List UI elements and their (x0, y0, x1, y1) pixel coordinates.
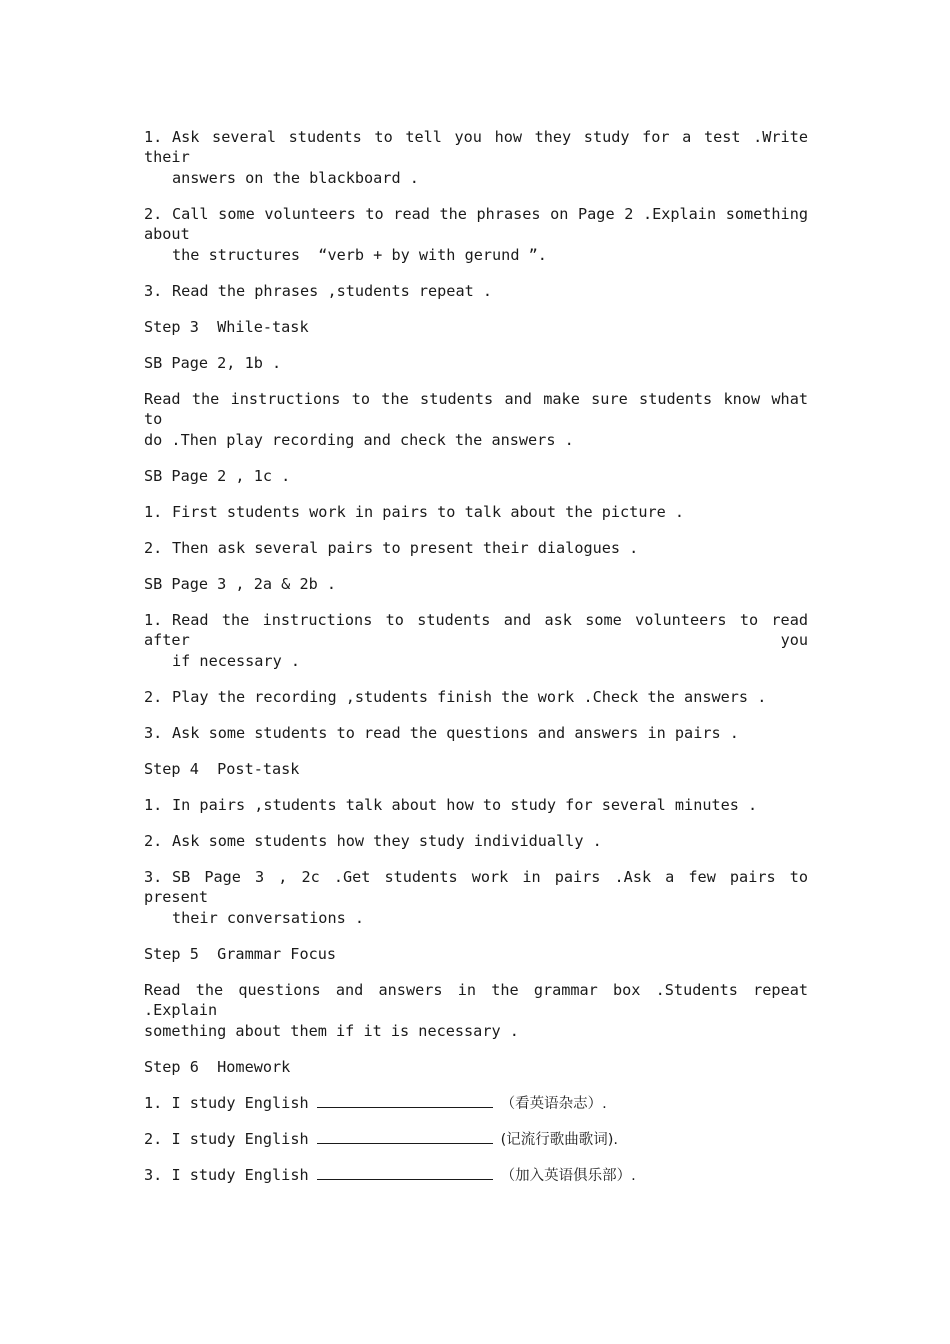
item-number: 2. (144, 688, 163, 706)
item-text: Then ask several pairs to present their dialogues . (172, 539, 639, 557)
item-text: First students work in pairs to talk about the picture . (172, 503, 685, 521)
homework-item (144, 1129, 808, 1150)
list-item (144, 127, 808, 167)
section-heading: Step 6 Homework (144, 1058, 291, 1076)
item-number: 2. (144, 205, 163, 223)
list-item (144, 281, 808, 301)
item-text: Play the recording ,students finish the work .Check the answers . (172, 688, 767, 706)
item-continuation: the structures “verb + by with gerund ”. (172, 246, 547, 264)
section-heading: Step 3 While-task (144, 318, 309, 336)
sub-heading: SB Page 2 , 1c . (144, 467, 291, 485)
answer-blank[interactable] (317, 1129, 493, 1144)
item-number: 2. (144, 832, 163, 850)
list-item (144, 795, 808, 815)
paragraph-line: do .Then play recording and check the answers . (144, 431, 574, 449)
item-continuation: their conversations . (172, 909, 365, 927)
item-number: 1. (144, 1094, 163, 1112)
paragraph-line: Read the questions and answers in the grammar box .Students repeat .Explain (144, 981, 808, 1019)
item-text: SB Page 3 , 2c .Get students work in pairs .Ask a few pairs to present (144, 868, 808, 906)
item-number: 2. (144, 539, 163, 557)
list-item (144, 610, 808, 650)
item-number: 3. (144, 724, 163, 742)
item-text: Ask some students how they study individually . (172, 832, 602, 850)
item-number: 1. (144, 503, 163, 521)
list-item (144, 538, 808, 558)
list-item (144, 723, 808, 743)
homework-item (144, 1093, 808, 1114)
item-text: Ask several students to tell you how they study for a test .Write their (144, 128, 808, 166)
item-continuation: answers on the blackboard . (172, 169, 419, 187)
item-number: 2. (144, 1130, 163, 1148)
paragraph-line: Read the instructions to the students and make sure students know what to (144, 390, 808, 428)
section-heading: Step 4 Post-task (144, 760, 300, 778)
list-item (144, 687, 808, 707)
list-item (144, 502, 808, 522)
list-item (144, 831, 808, 851)
item-hint: (记流行歌曲歌词). (500, 1132, 619, 1148)
section-heading: Step 5 Grammar Focus (144, 945, 337, 963)
paragraph-line: something about them if it is necessary . (144, 1022, 519, 1040)
item-hint: （看英语杂志）. (500, 1096, 607, 1112)
item-text: Read the phrases ,students repeat . (172, 282, 493, 300)
item-number: 3. (144, 282, 163, 300)
sub-heading: SB Page 3 , 2a & 2b . (144, 575, 337, 593)
item-number: 1. (144, 128, 163, 146)
item-continuation: if necessary . (172, 652, 301, 670)
list-item (144, 867, 808, 907)
list-item (144, 204, 808, 244)
item-text: In pairs ,students talk about how to study for several minutes . (172, 796, 758, 814)
item-number: 1. (144, 611, 163, 629)
item-hint: （加入英语俱乐部）. (500, 1168, 636, 1184)
item-lead: I study English (171, 1130, 309, 1148)
answer-blank[interactable] (317, 1165, 493, 1180)
item-lead: I study English (171, 1094, 309, 1112)
sub-heading: SB Page 2, 1b . (144, 354, 282, 372)
item-number: 1. (144, 796, 163, 814)
item-number: 3. (144, 1166, 163, 1184)
item-text: Ask some students to read the questions and answers in pairs . (172, 724, 739, 742)
item-lead: I study English (171, 1166, 309, 1184)
answer-blank[interactable] (317, 1093, 493, 1108)
item-text: Read the instructions to students and ask some volunteers to read after you (144, 611, 808, 649)
homework-item (144, 1165, 808, 1186)
item-text: Call some volunteers to read the phrases on Page 2 .Explain something about (144, 205, 808, 243)
item-number: 3. (144, 868, 163, 886)
